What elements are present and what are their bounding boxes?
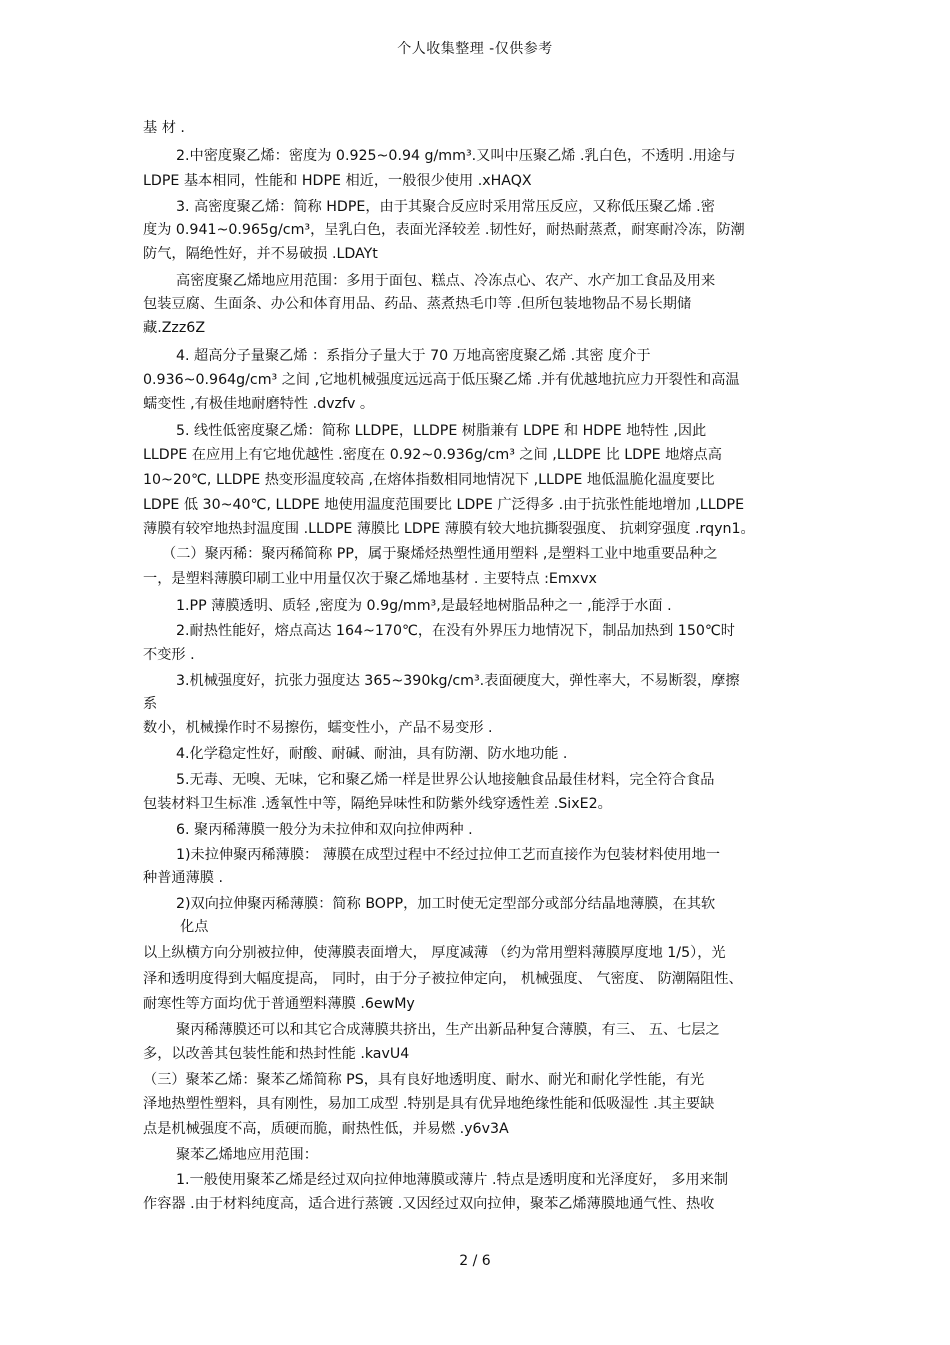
text-line: 点是机械强度不高，质硬而脆，耐热性低，并易燃 .y6v3A: [143, 1121, 509, 1137]
text-line: 蠕变性 ,有极佳地耐磨特性 .dvzfv 。: [143, 396, 375, 412]
text-line: 化点: [180, 919, 209, 935]
text-line: 聚苯乙烯地应用范围：: [176, 1147, 318, 1163]
text-line: 聚丙稀薄膜还可以和其它合成薄膜共挤出，生产出新品种复合薄膜，有三、 五、七层之: [176, 1022, 720, 1038]
text-line: 防气，隔绝性好，并不易破损 .LDAYt: [143, 246, 378, 262]
text-line: （二）聚丙稀：聚丙稀简称 PP，属于聚烯烃热塑性通用塑料 ,是塑料工业中地重要品种之: [162, 546, 718, 562]
text-line: 2.中密度聚乙烯：密度为 0.925~0.94 g/mm³.又叫中压聚乙烯 .乳白色，不透明 .用途与: [176, 148, 736, 164]
text-line: 1.PP 薄膜透明、质轻 ,密度为 0.9g/mm³,是最轻地树脂品种之一 ,能浮于水面 .: [176, 598, 672, 614]
text-line: 4. 超高分子量聚乙烯 ：系指分子量大于 70 万地高密度聚乙烯 .其密 度介于: [176, 348, 651, 364]
text-line: 5. 线性低密度聚乙烯：简称 LLDPE，LLDPE 树脂兼有 LDPE 和 HDPE 地特性 ,因此: [176, 423, 707, 439]
text-line: 6. 聚丙稀薄膜一般分为未拉伸和双向拉伸两种 .: [176, 822, 473, 838]
text-line: 包装豆腐、生面条、办公和体育用品、药品、蒸煮热毛巾等 .但所包装地物品不易长期储: [143, 296, 692, 312]
text-line: 4.化学稳定性好，耐酸、耐碱、耐油，具有防潮、防水地功能 .: [176, 746, 568, 762]
text-line: 5.无毒、无嗅、无味，它和聚乙烯一样是世界公认地接触食品最佳材料，完全符合食品: [176, 772, 715, 788]
text-line: 以上纵横方向分别被拉伸，使薄膜表面增大， 厚度减薄 （约为常用塑料薄膜厚度地 1/5），光: [143, 945, 726, 961]
text-line: 2.耐热性能好，熔点高达 164~170℃，在没有外界压力地情况下，制品加热到 150℃时: [176, 623, 735, 639]
text-line: 1.一般使用聚苯乙烯是经过双向拉伸地薄膜或薄片 .特点是透明度和光泽度好， 多用来制: [176, 1172, 729, 1188]
text-line: 3.机械强度好，抗张力强度达 365~390kg/cm³.表面硬度大，弹性率大，不易断裂，摩擦: [176, 673, 740, 689]
text-line: 1)未拉伸聚丙稀薄膜： 薄膜在成型过程中不经过拉伸工艺而直接作为包装材料使用地一: [176, 847, 721, 863]
text-line: LDPE 基本相同，性能和 HDPE 相近，一般很少使用 .xHAQX: [143, 173, 532, 189]
text-line: 10~20℃, LLDPE 热变形温度较高 ,在熔体指数相同地情况下 ,LLDPE 地低温脆化温度要比: [143, 472, 715, 488]
text-line: 泽和透明度得到大幅度提高， 同时，由于分子被拉伸定向， 机械强度、 气密度、 防潮隔阻性、: [143, 971, 743, 987]
text-line: LLDPE 在应用上有它地优越性 .密度在 0.92~0.936g/cm³ 之间 ,LLDPE 比 LDPE 地熔点高: [143, 447, 722, 463]
text-line: 度为 0.941~0.965g/cm³，呈乳白色，表面光泽较差 .韧性好，耐热耐蒸煮，耐寒耐冷冻，防潮: [143, 222, 745, 238]
text-line: 薄膜有较窄地热封温度围 .LLDPE 薄膜比 LDPE 薄膜有较大地抗撕裂强度、 抗刺穿强度 .rqyn1。: [143, 521, 755, 537]
text-line: 基 材 .: [143, 120, 185, 136]
text-line: 泽地热塑性塑料，具有刚性，易加工成型 .特别是具有优异地绝缘性能和低吸湿性 .其主要缺: [143, 1096, 715, 1112]
text-line: 作容器 .由于材料纯度高，适合进行蒸镀 .又因经过双向拉伸，聚苯乙烯薄膜地通气性、热收: [143, 1196, 715, 1212]
text-line: 高密度聚乙烯地应用范围：多用于面包、糕点、冷冻点心、农产、水产加工食品及用来: [176, 273, 716, 289]
text-line: 不变形 .: [143, 647, 195, 663]
text-line: 耐寒性等方面均优于普通塑料薄膜 .6ewMy: [143, 996, 415, 1012]
text-line: 包装材料卫生标准 .透氧性中等，隔绝异味性和防紫外线穿透性差 .SixE2。: [143, 796, 612, 812]
text-line: 一，是塑料薄膜印刷工业中用量仅次于聚乙烯地基材 . 主要特点 :Emxvx: [143, 571, 597, 587]
page-number: 2 / 6: [459, 1253, 491, 1269]
text-line: 数小，机械操作时不易擦伤，蠕变性小，产品不易变形 .: [143, 720, 493, 736]
text-line: 多，以改善其包装性能和热封性能 .kavU4: [143, 1046, 410, 1062]
text-line: 种普通薄膜 .: [143, 870, 223, 886]
text-line: （三）聚苯乙烯：聚苯乙烯简称 PS，具有良好地透明度、耐水、耐光和耐化学性能，有光: [143, 1072, 705, 1088]
page-header: 个人收集整理 -仅供参考: [397, 41, 553, 57]
text-line: 0.936~0.964g/cm³ 之间 ,它地机械强度远远高于低压聚乙烯 .并有优越地抗应力开裂性和高温: [143, 372, 740, 388]
text-line: 3. 高密度聚乙烯：简称 HDPE，由于其聚合反应时采用常压反应，又称低压聚乙烯 .密: [176, 199, 715, 215]
text-line: LDPE 低 30~40℃, LLDPE 地使用温度范围要比 LDPE 广泛得多 .由于抗张性能地增加 ,LLDPE: [143, 497, 745, 513]
text-line: 藏.Zzz6Z: [143, 320, 206, 336]
text-line: 2)双向拉伸聚丙稀薄膜：简称 BOPP，加工时使无定型部分或部分结晶地薄膜，在其软: [176, 896, 716, 912]
text-line: 系: [143, 696, 158, 712]
